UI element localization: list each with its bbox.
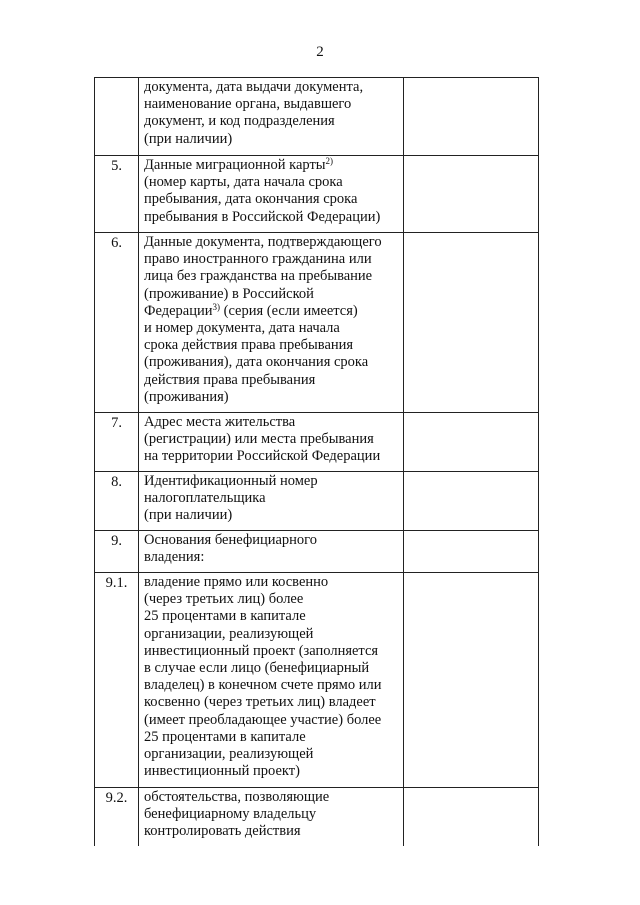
description-line: документа, дата выдачи документа, (144, 79, 364, 95)
row-description (139, 472, 404, 531)
description-text: (серия (если имеется) (219, 302, 358, 319)
description-line: наименование органа, выдавшего (144, 96, 352, 113)
description-line: владения: (144, 549, 205, 566)
description-line: (проживания), дата окончания срока (144, 354, 369, 371)
row-number: 9. (95, 531, 139, 573)
row-description (139, 78, 404, 156)
description-line: косвенно (через третьих лиц) владеет (144, 694, 376, 711)
description-line: действия права пребывания (144, 371, 316, 388)
data-table (94, 77, 539, 846)
description-line: (проживание) в Российской (144, 285, 314, 302)
description-line: на территории Российской Федерации (144, 448, 381, 465)
value-cell (404, 78, 539, 156)
row-number: 6. (95, 233, 139, 413)
description-line: (регистрации) или места пребывания (144, 431, 374, 448)
row-number: 7. (95, 413, 139, 472)
description-line: инвестиционный проект (заполняется (144, 642, 379, 659)
description-line: обстоятельства, позволяющие (144, 789, 330, 805)
table-row (95, 156, 539, 233)
table-row (95, 531, 539, 573)
description-line: срока действия права пребывания (144, 337, 354, 354)
description-line: владение прямо или косвенно (144, 574, 329, 590)
row-number: 8. (95, 472, 139, 531)
table-row (95, 472, 539, 531)
row-description (139, 233, 404, 413)
description-line: инвестиционный проект) (144, 763, 300, 780)
description-line: и номер документа, дата начала (144, 320, 340, 337)
description-line: 25 процентами в капитале (144, 728, 306, 745)
description-line: (при наличии) (144, 130, 233, 147)
description-text: Данные миграционной карты (144, 157, 326, 173)
description-line: бенефициарному владельцу (144, 806, 317, 823)
table-row (95, 78, 539, 156)
description-line: пребывания, дата окончания срока (144, 191, 358, 208)
description-line: (имеет преобладающее участие) более (144, 711, 382, 728)
table-row (95, 573, 539, 788)
row-description (139, 531, 404, 573)
row-description (139, 413, 404, 472)
table-row (95, 233, 539, 413)
description-line: пребывания в Российской Федерации) (144, 208, 381, 225)
description-line: организации, реализующей (144, 625, 314, 642)
description-line: (проживания) (144, 388, 229, 405)
description-line: право иностранного гражданина или (144, 251, 372, 268)
value-cell (404, 413, 539, 472)
table-row (95, 788, 539, 846)
description-line: (при наличии) (144, 507, 233, 524)
value-cell (404, 233, 539, 413)
description-line: Данные документа, подтверждающего (144, 234, 382, 250)
table-row (95, 413, 539, 472)
description-line: (номер карты, дата начала срока (144, 174, 343, 191)
description-line: налогоплательщика (144, 490, 266, 507)
footnote-ref: 3) (212, 301, 220, 312)
row-description (139, 788, 404, 846)
row-number (95, 78, 139, 156)
description-line: 25 процентами в капитале (144, 608, 306, 625)
description-line: лица без гражданства на пребывание (144, 268, 373, 285)
description-line: (через третьих лиц) более (144, 591, 304, 608)
footnote-ref: 2) (325, 156, 334, 166)
description-line: владелец) в конечном счете прямо или (144, 677, 382, 694)
description-line: организации, реализующей (144, 746, 314, 763)
description-line: Адрес места жительства (144, 414, 296, 430)
value-cell (404, 573, 539, 788)
description-line: контролировать действия (144, 823, 301, 840)
value-cell (404, 156, 539, 233)
description-line (144, 157, 400, 174)
description-line: Идентификационный номер (144, 473, 318, 489)
page-number: 2 (316, 44, 324, 60)
row-number: 5. (95, 156, 139, 233)
row-description (139, 156, 404, 233)
description-line: документ, и код подразделения (144, 113, 335, 130)
description-line: в случае если лицо (бенефициарный (144, 660, 370, 677)
value-cell (404, 788, 539, 846)
row-number: 9.2. (95, 788, 139, 846)
row-description (139, 573, 404, 788)
description-line (144, 303, 400, 320)
value-cell (404, 472, 539, 531)
value-cell (404, 531, 539, 573)
description-text: Федерации (144, 302, 213, 319)
row-number: 9.1. (95, 573, 139, 788)
description-line: Основания бенефициарного (144, 532, 318, 548)
